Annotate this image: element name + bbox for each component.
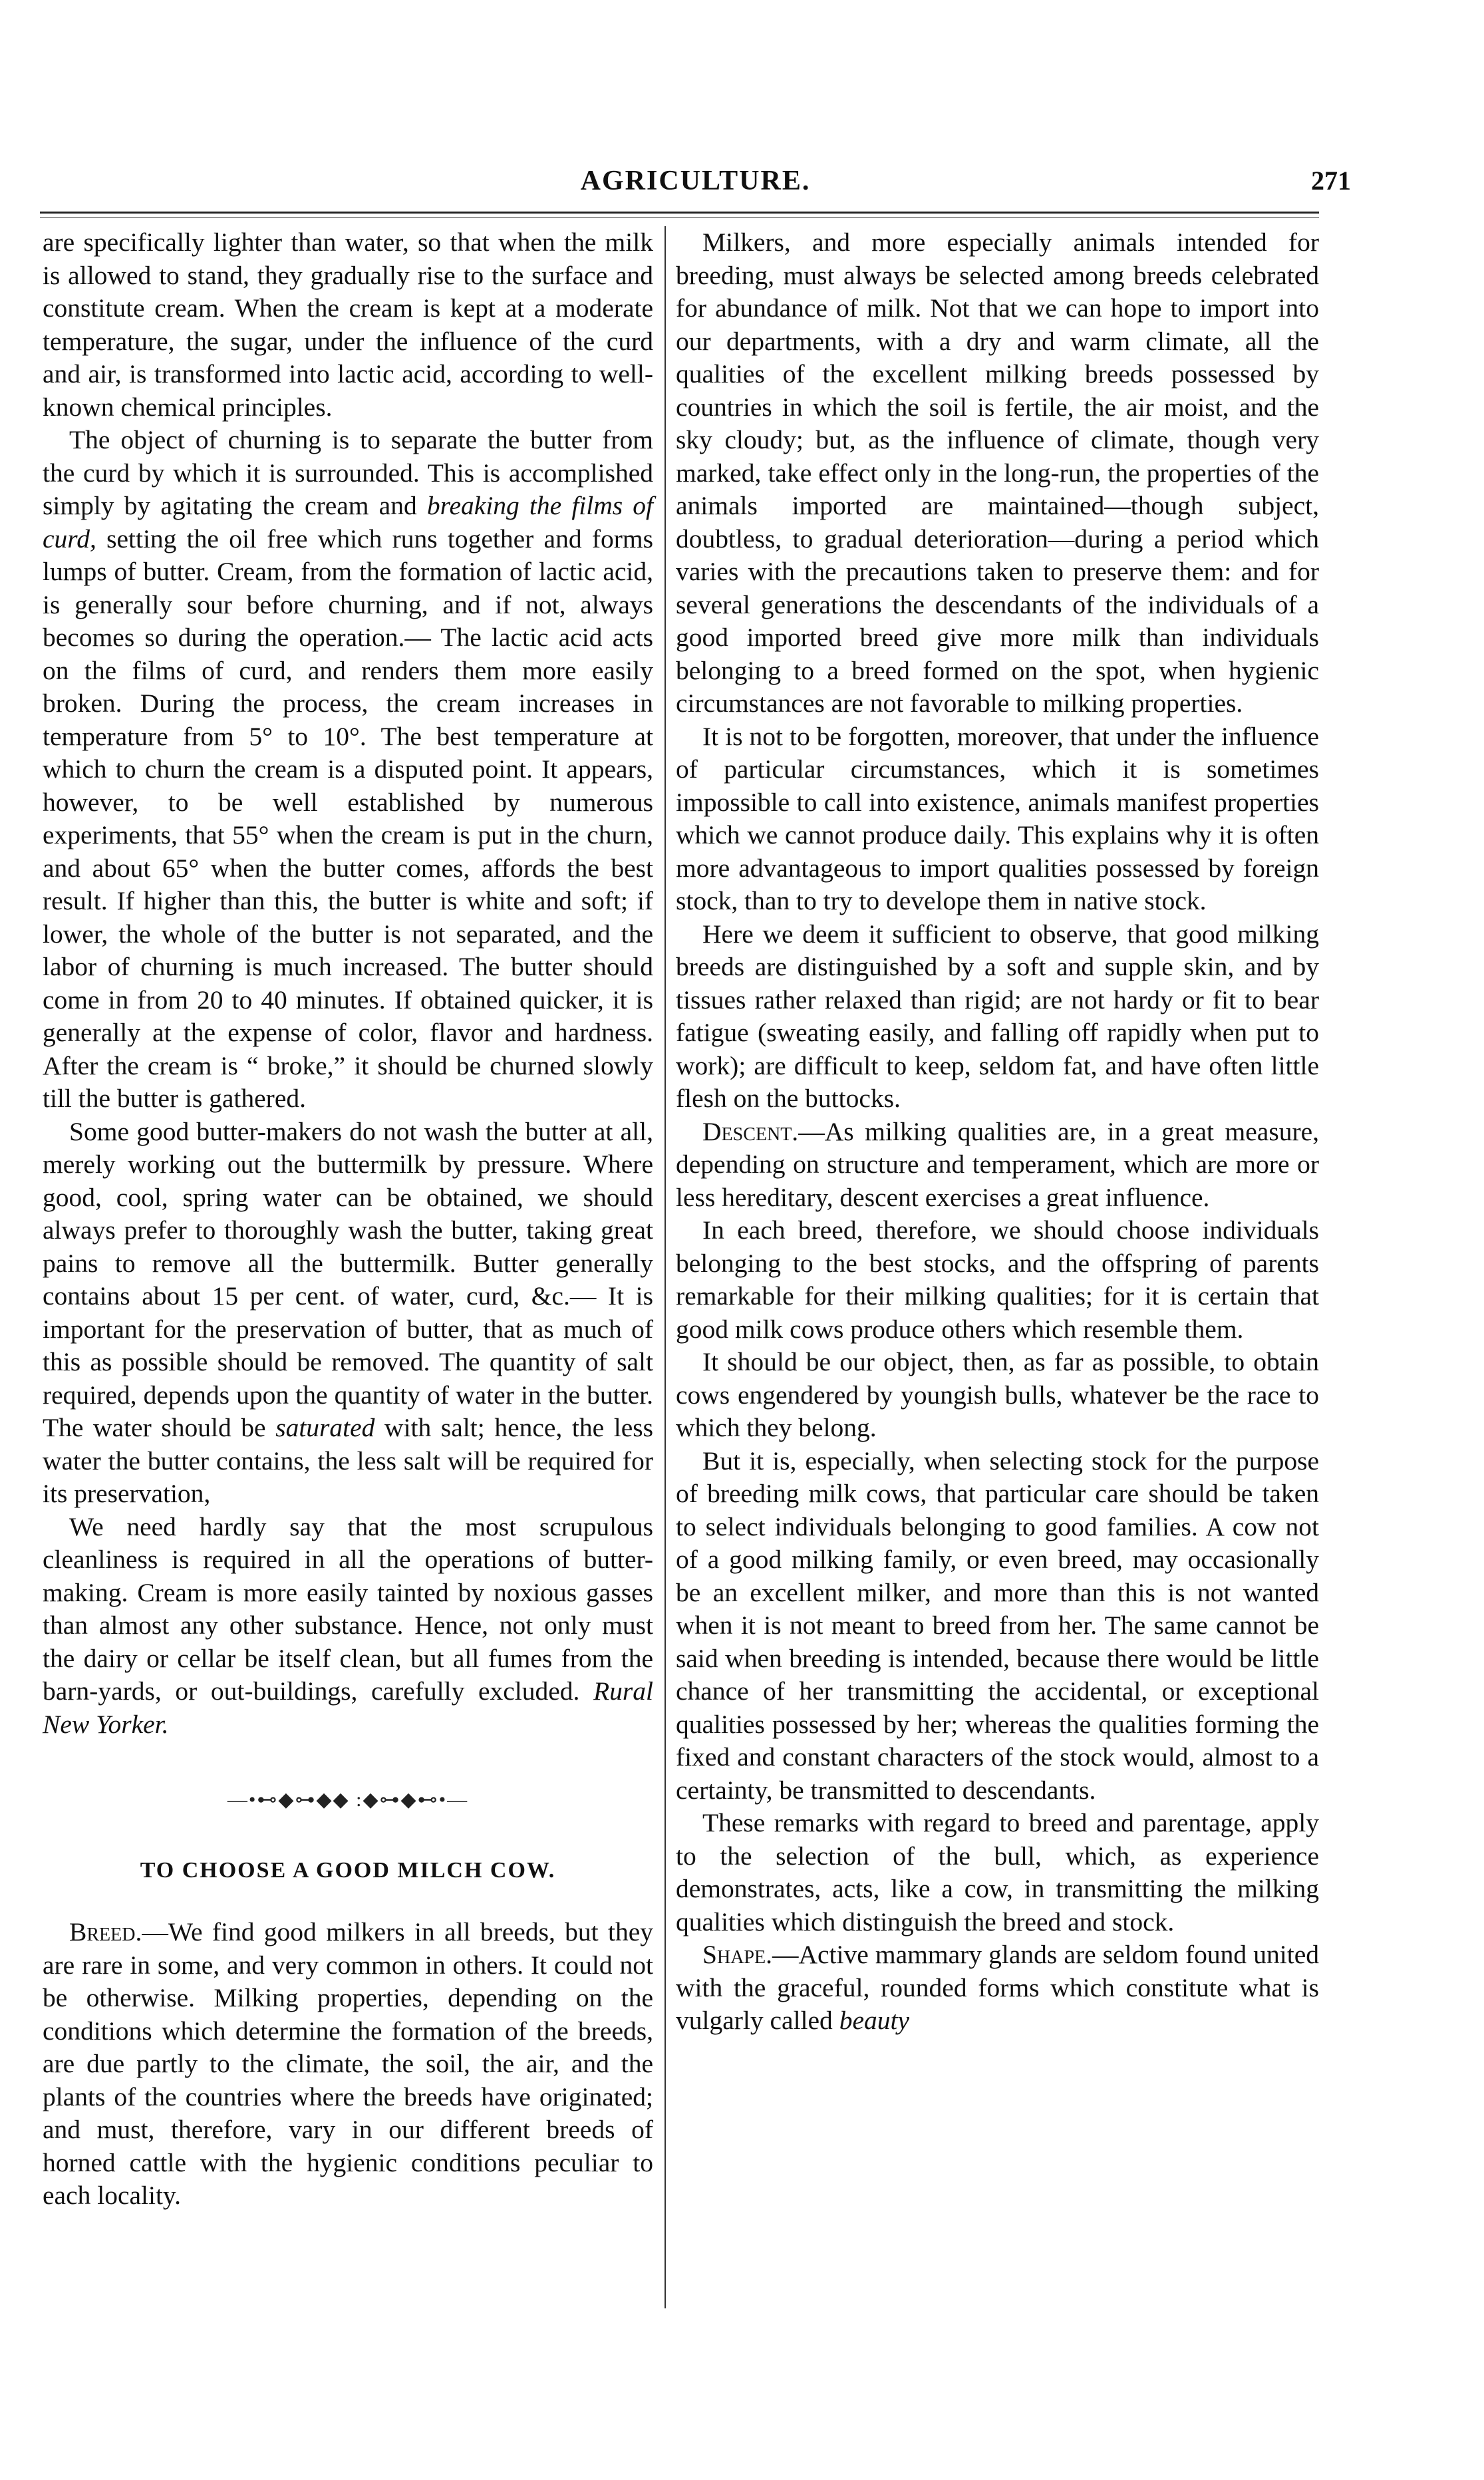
page-header [40,165,1351,212]
emphasis: breaking the films of curd, [43,491,653,553]
column-divider [665,226,666,2308]
left-column [43,226,653,2213]
run-in-head: Shape. [702,1940,772,1969]
run-in-head: Breed. [69,1917,142,1946]
header-rule-thin [40,217,1319,218]
ornamental-divider: —•⊷◆⊶◆◆ :◆⊶◆⊷•— [227,1789,469,1811]
paragraph: These remarks with regard to breed and parentage, apply to the selection of the bull, which, as experience demonstrates, acts, like a cow, in transmitting the milking qualities which distinguish the breed and stock. [676,1808,1319,1937]
paragraph: Breed.—We find good milkers in all breeds, but they are rare in some, and very common in others. It could not be otherwise. Milking properties, depending on the conditions which determine the formation of the breeds, are due partly to the climate, the soil, the air, and the plants of the countries where the breeds have originated; and must, therefore, vary in our different breeds of horned cattle with the hygienic conditions peculiar to each locality. [43,1917,653,2210]
run-in-head: Descent. [702,1116,799,1146]
paragraph: Here we deem it sufficient to observe, that good milking breeds are distinguished by a soft and supple skin, and by tissues rather relaxed than rigid; are not hardy or fit to bear fatigue (sweating easily, and falling off rapidly when put to work); are difficult to keep, seldom fat, and have often little flesh on the buttocks. [676,919,1319,1113]
running-title: AGRICULTURE. [580,166,811,196]
paragraph: Some good butter-makers do not wash the butter at all, merely working out the buttermilk by pressure. Where good, cool, spring water can be obtained, we should always prefer to thoroughly wash the butter, taking great pains to remove all the buttermilk. Butter generally contains about 15 per cent. of water, curd, &c.— It is important for the preservation of butter, that as much of this as possible should be removed. The quantity of salt required, depends upon the quantity of water in the butter. The water should be saturated with salt; hence, the less water the butter contains, the less salt will be required for its preservation, [43,1116,654,1508]
paragraph: But it is, especially, when selecting stock for the purpose of breeding milk cows, that particular care should be taken to select individuals belonging to good families. A cow not of a good milking family, or even breed, may occasionally be an excellent milker, and more than this is not wanted when it is not meant to breed from her. The same cannot be said when breeding is intended, because there would be little chance of her transmitting the accidental, or exceptional qualities possessed by her; whereas the qualities forming the fixed and constant characters of the stock would, almost to a certainty, be transmitted to descendants. [676,1446,1319,1805]
header-rule [40,212,1319,214]
paragraph: Descent.—As milking qualities are, in a great measure, depending on structure and temperament, which are more or less hereditary, descent exercises a great influence. [676,1116,1319,1212]
paragraph: The object of churning is to separate the butter from the curd by which it is surrounded. This is accomplished simply by agitating the cream and breaking the films of curd, setting the oil free which runs together and forms lumps of butter. Cream, from the formation of lactic acid, is generally sour before churning, and if not, always becomes so during the operation.— The lactic acid acts on the films of curd, and renders them more easily broken. During the process, the cream increases in temperature from 5° to 10°. The best temperature at which to churn the cream is a disputed point. It appears, however, to be well established by numerous experiments, that 55° when the cream is put in the churn, and about 65° when the butter comes, affords the best result. If higher than this, the butter is white and soft; if lower, the whole of the butter is not separated, and the labor of churning is much increased. The butter should come in from 20 to 40 minutes. If obtained quicker, it is generally at the expense of color, flavor and hardness. After the cream is “ broke,” it should be churned slowly till the butter is gathered. [43,425,653,1113]
emphasis: saturated [275,1413,375,1442]
paragraph: Shape.—Active mammary glands are seldom found united with the graceful, rounded forms which constitute what is vulgarly called beauty [676,1940,1319,2035]
source-signature: Rural New Yorker. [43,1676,654,1739]
paragraph: Milkers, and more especially animals intended for breeding, must always be selected among breeds celebrated for abundance of milk. Not that we can hope to import into our departments, with a dry and warm climate, all the qualities of the excellent milking breeds possessed by countries in which the soil is fertile, the air moist, and the sky cloudy; but, as the influence of climate, though very marked, take effect only in the long-run, the properties of the animals imported are maintained—though subject, doubtless, to gradual deterioration—during a period which varies with the precautions taken to preserve them: and for several generations the descendants of the individuals of a good imported breed give more milk than individuals belonging to a breed formed on the spot, when hygienic circumstances are not favorable to milking properties. [676,228,1319,718]
paragraph: We need hardly say that the most scrupulous cleanliness is required in all the operations of butter-making. Cream is more easily tainted by noxious gasses than almost any other substance. Hence, not only must the dairy or cellar be itself clean, but all fumes from the barn-yards, or out-buildings, carefully excluded. Rural New Yorker. [43,1511,654,1739]
paragraph: It is not to be forgotten, moreover, that under the influence of particular circumstances, which it is sometimes impossible to call into existence, animals manifest properties which we cannot produce daily. This explains why it is often more advantageous to import qualities possessed by foreign stock, than to try to develope them in native stock. [676,721,1319,915]
emphasis: beauty [839,2006,909,2035]
paragraph: are specifically lighter than water, so that when the milk is allowed to stand, they gradually rise to the surface and constitute cream. When the cream is kept at a moderate temperature, the sugar, under the influence of the curd and air, is transformed into lactic acid, according to well-known chemical principles. [43,228,653,422]
page-number: 271 [1311,166,1351,196]
paragraph: In each breed, therefore, we should choose individuals belonging to the best stocks, and the offspring of parents remarkable for their milking qualities; for it is certain that good milk cows produce others which resemble them. [676,1215,1319,1344]
paragraph: It should be our object, then, as far as possible, to obtain cows engendered by youngish bulls, whatever be the race to which they belong. [676,1347,1319,1442]
right-column [676,226,1319,2038]
section-heading: TO CHOOSE A GOOD MILCH COW. [140,1857,556,1883]
